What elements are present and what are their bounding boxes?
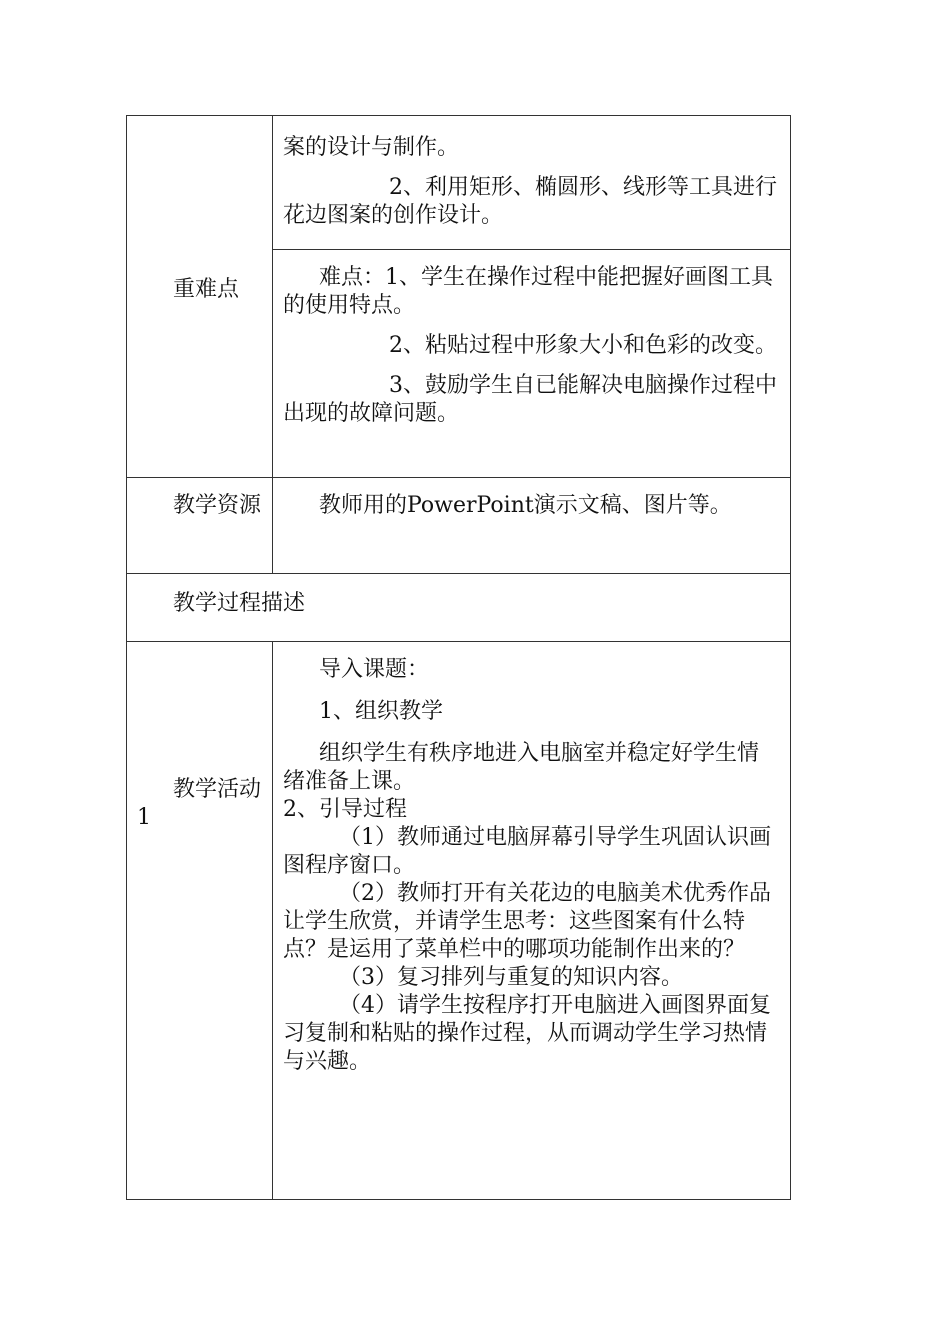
huodong1-line-4: （1）教师通过电脑屏幕引导学生巩固认识画图程序窗口。 <box>283 825 771 878</box>
zhongnandian-label: 重难点 <box>173 277 240 302</box>
huodong1-line-5: （2）教师打开有关花边的电脑美术优秀作品让学生欣赏，并请学生思考：这些图案有什么特点？是运用了菜单栏中的哪项功能制作出来的？ <box>283 881 771 962</box>
zhongnandian-label-cell <box>127 116 273 478</box>
huodong1-content-cell <box>273 642 791 1200</box>
zhongnandian-row-top <box>127 116 791 250</box>
ziyuan-content-cell <box>273 478 791 574</box>
guocheng-cell <box>127 574 791 642</box>
guocheng-row <box>127 574 791 642</box>
huodong1-line-1: 1、组织教学 <box>319 699 443 724</box>
ziyuan-row <box>127 478 791 574</box>
guocheng-label: 教学过程描述 <box>173 591 306 616</box>
huodong1-line-0: 导入课题： <box>319 657 430 682</box>
huodong1-row <box>127 642 791 1200</box>
ziyuan-label: 教学资源 <box>173 493 262 518</box>
nandian-cell <box>273 250 791 478</box>
huodong1-label-cell <box>127 642 273 1200</box>
zhongdian-cell <box>273 116 791 250</box>
huodong1-label: 教学活动1 <box>137 777 262 830</box>
nandian-item3: 3、鼓励学生自已能解决电脑操作过程中出现的故障问题。 <box>283 373 777 426</box>
ziyuan-content: 教师用的PowerPoint演示文稿、图片等。 <box>319 493 732 518</box>
zhongdian-line1: 案的设计与制作。 <box>283 135 460 160</box>
ziyuan-label-cell <box>127 478 273 574</box>
huodong1-line-3: 2、引导过程 <box>283 797 407 822</box>
huodong1-line-7: （4）请学生按程序打开电脑进入画图界面复习复制和粘贴的操作过程，从而调动学生学习热情与兴趣。 <box>283 993 771 1074</box>
lesson-plan-table <box>126 115 791 1200</box>
nandian-item1: 难点：1、学生在操作过程中能把握好画图工具的使用特点。 <box>283 265 773 318</box>
huodong1-line-2: 组织学生有秩序地进入电脑室并稳定好学生情绪准备上课。 <box>283 741 760 794</box>
zhongdian-item2: 2、利用矩形、椭圆形、线形等工具进行花边图案的创作设计。 <box>283 175 777 228</box>
nandian-item2: 2、粘贴过程中形象大小和色彩的改变。 <box>389 333 777 358</box>
huodong1-line-6: （3）复习排列与重复的知识内容。 <box>339 965 683 990</box>
